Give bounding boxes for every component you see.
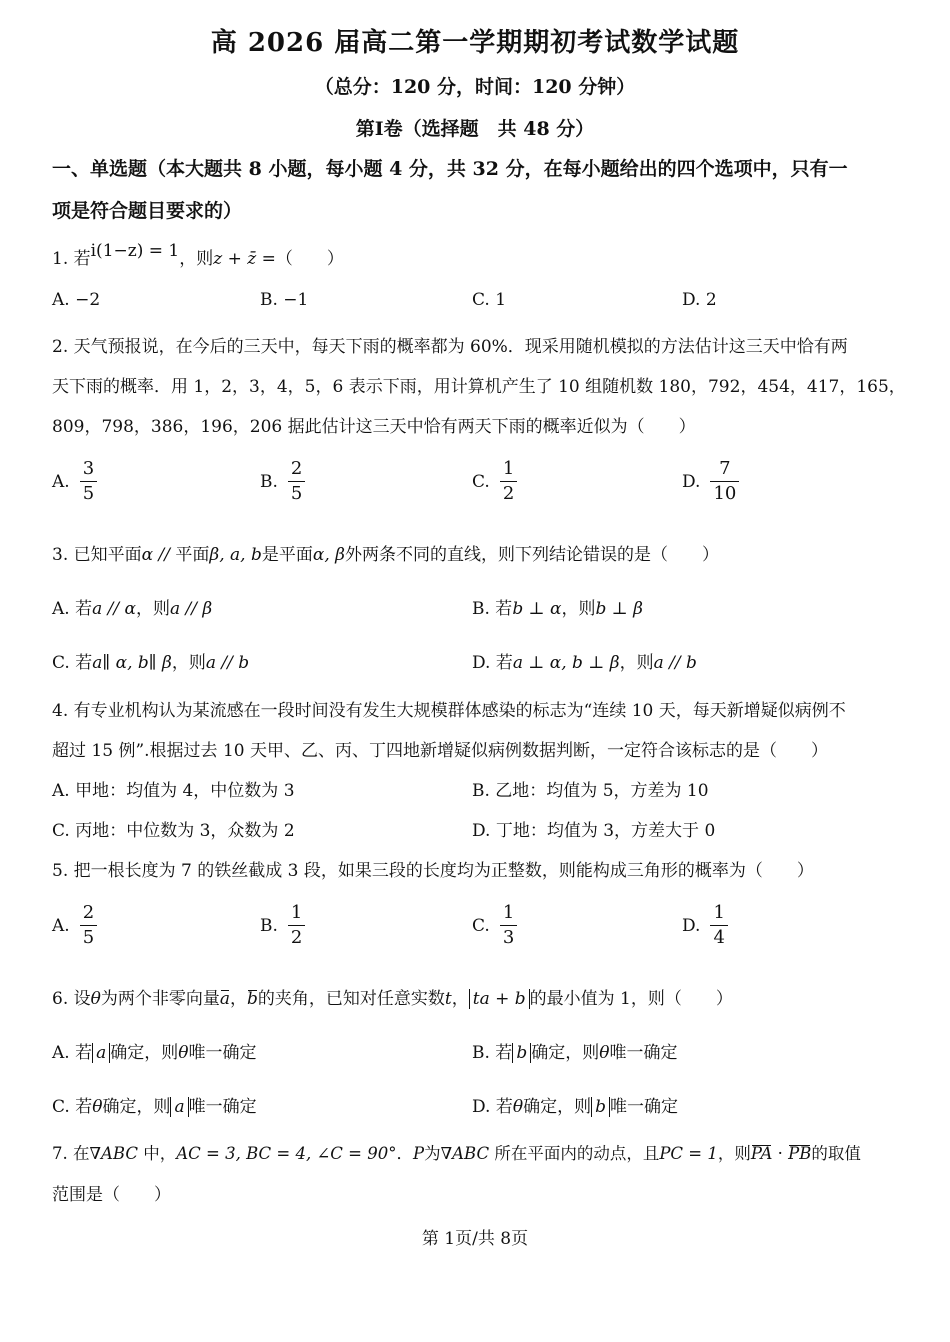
- question-7-line2: 范围是（ ）: [52, 1185, 171, 1205]
- option-label: A.: [52, 915, 70, 936]
- q6-option-d[interactable]: D. 若θ确定，则 b 唯一确定: [472, 1097, 678, 1117]
- q5-option-d[interactable]: [682, 904, 728, 947]
- vector-b: b: [247, 989, 258, 1009]
- question-3: 3. 已知平面α // 平面β, a, b是平面α, β外两条不同的直线，则下列结论错误的是（ ）: [52, 545, 719, 565]
- vector-pb: PB: [788, 1144, 812, 1163]
- q1-expr: i(1−z) = 1: [90, 241, 180, 261]
- vector-pa: PA: [750, 1144, 773, 1163]
- option-label: A.: [52, 471, 70, 492]
- q6-option-b[interactable]: B. 若 b 确定，则θ唯一确定: [472, 1043, 678, 1063]
- option-label: D.: [682, 915, 701, 936]
- q5-option-c[interactable]: [472, 904, 517, 947]
- q1-pre: 1. 若: [52, 249, 91, 269]
- q6-option-c[interactable]: C. 若θ确定，则 a 唯一确定: [52, 1097, 257, 1117]
- option-label: B.: [260, 915, 278, 936]
- option-label: C.: [472, 915, 490, 936]
- q1-option-a[interactable]: A. −2: [52, 290, 101, 310]
- fraction: $\frac{1}{4}$: [710, 904, 727, 947]
- fraction: $\frac{1}{2}$: [500, 460, 517, 503]
- q1-option-d[interactable]: D. 2: [682, 290, 717, 310]
- section-heading-line2: 项是符合题目要求的）: [52, 200, 243, 222]
- question-4-line1: 4. 有专业机构认为某流感在一段时间没有发生大规模群体感染的标志为“连续 10 天，每天新增疑似病例不: [52, 701, 846, 721]
- option-label: C.: [472, 471, 490, 492]
- question-2-line1: 2. 天气预报说，在今后的三天中，每天下雨的概率都为 60%．现采用随机模拟的方法估计这三天中恰有两: [52, 337, 848, 357]
- exam-info: （总分：120 分，时间：120 分钟）: [314, 76, 636, 98]
- section-heading-line1: 一、单选题（本大题共 8 小题，每小题 4 分，共 32 分，在每小题给出的四个选项中，只有一: [52, 158, 848, 180]
- question-2-line2: 天下雨的概率．用 1，2，3，4，5，6 表示下雨，用计算机产生了 10 组随机数 180，792，454，417，165，: [52, 377, 906, 397]
- question-1: [52, 241, 344, 269]
- fraction: $\frac{3}{5}$: [80, 460, 97, 503]
- fraction: $\frac{2}{5}$: [80, 904, 97, 947]
- fraction: $\frac{2}{5}$: [288, 460, 305, 503]
- q5-option-b[interactable]: [260, 904, 305, 947]
- q5-option-a[interactable]: [52, 904, 97, 947]
- q4-option-b[interactable]: B. 乙地：均值为 5，方差为 10: [472, 781, 709, 801]
- q3-option-c[interactable]: C. 若a∥ α, b∥ β，则a // b: [52, 653, 250, 673]
- question-7-line1: 7. 在∇ABC 中，AC = 3, BC = 4, ∠C = 90°．P为∇ABC 所在平面内的动点，且PC = 1，则PA · PB的取值: [52, 1144, 861, 1163]
- vector-a: a: [219, 989, 231, 1009]
- q3-option-b[interactable]: B. 若b ⊥ α，则b ⊥ β: [472, 599, 643, 619]
- q4-option-c[interactable]: C. 丙地：中位数为 3，众数为 2: [52, 821, 295, 841]
- volume-heading: 第Ⅰ卷（选择题 共 48 分）: [355, 118, 595, 140]
- norm-expression: ta + b: [469, 989, 530, 1009]
- question-6: 6. 设θ为两个非零向量a，b的夹角，已知对任意实数t， ta + b 的最小值为 1，则（ ）: [52, 989, 733, 1009]
- option-label: B.: [260, 471, 278, 492]
- page-title: 高 2026 届高二第一学期期初考试数学试题: [210, 28, 740, 58]
- q4-option-d[interactable]: D. 丁地：均值为 3，方差大于 0: [472, 821, 716, 841]
- q2-option-b[interactable]: [260, 460, 305, 503]
- q1-mid: ，则: [179, 249, 214, 269]
- q2-option-d[interactable]: [682, 460, 739, 503]
- q3-option-d[interactable]: D. 若a ⊥ α, b ⊥ β，则a // b: [472, 653, 697, 673]
- fraction: $\frac{7}{10}$: [710, 460, 739, 503]
- q1-expr2: z + z̄ =: [213, 249, 276, 269]
- option-label: D.: [682, 471, 701, 492]
- q4-option-a[interactable]: A. 甲地：均值为 4，中位数为 3: [52, 781, 295, 801]
- q2-option-a[interactable]: [52, 460, 97, 503]
- q1-option-c[interactable]: C. 1: [472, 290, 507, 310]
- fraction: $\frac{1}{3}$: [500, 904, 517, 947]
- q1-post: （ ）: [275, 249, 344, 269]
- q3-option-a[interactable]: A. 若a // α，则a // β: [52, 599, 213, 619]
- fraction: $\frac{1}{2}$: [288, 904, 305, 947]
- question-2-line3: 809，798，386，196，206 据此估计这三天中恰有两天下雨的概率近似为（ ）: [52, 417, 696, 437]
- q2-option-c[interactable]: [472, 460, 517, 503]
- page-number: 第 1页/共 8页: [421, 1229, 529, 1249]
- q6-option-a[interactable]: A. 若 a 确定，则θ唯一确定: [52, 1043, 257, 1063]
- question-4-line2: 超过 15 例”.根据过去 10 天甲、乙、丙、丁四地新增疑似病例数据判断，一定符合该标志的是（ ）: [52, 741, 828, 761]
- q1-option-b[interactable]: B. −1: [260, 290, 309, 310]
- question-5: 5. 把一根长度为 7 的铁丝截成 3 段，如果三段的长度均为正整数，则能构成三角形的概率为（ ）: [52, 861, 814, 881]
